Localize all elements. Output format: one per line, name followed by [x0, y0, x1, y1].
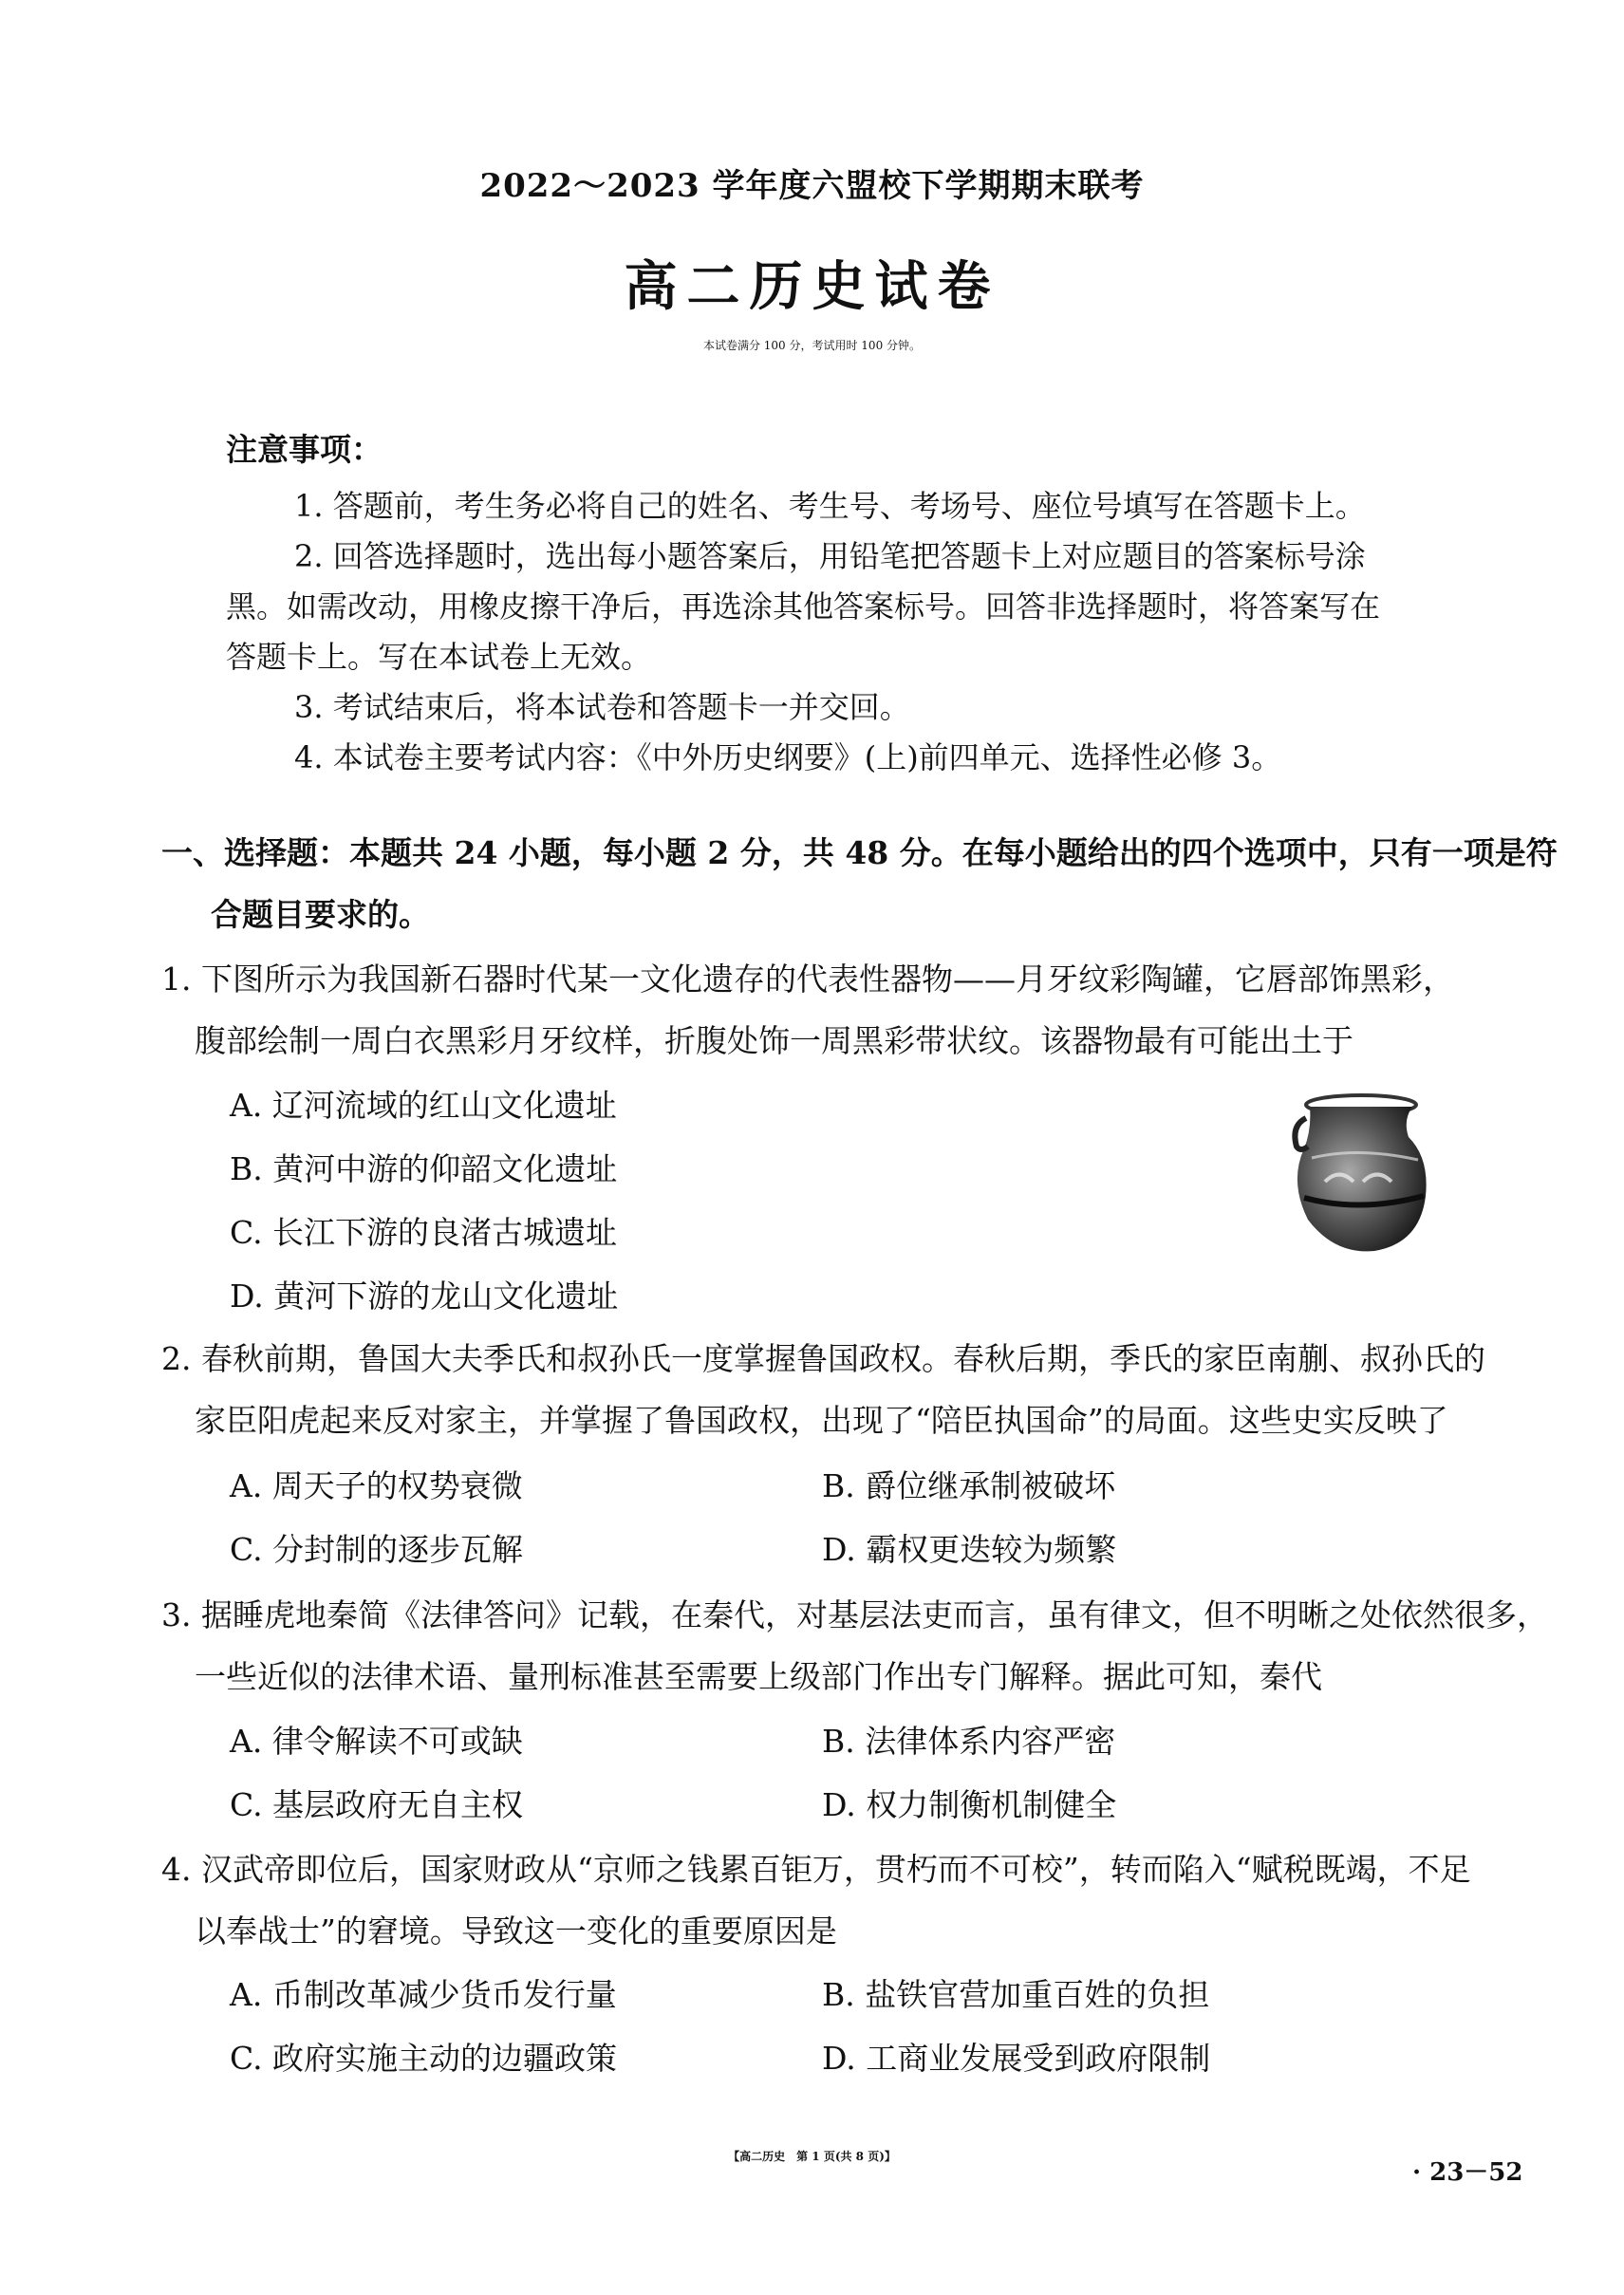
notice-line: 2. 回答选择题时，选出每小题答案后，用铅笔把答题卡上对应题目的答案标号涂 — [294, 538, 1366, 574]
question-1-stem: 1. 下图所示为我国新石器时代某一文化遗存的代表性器物——月牙纹彩陶罐，它唇部饰黑彩， — [161, 961, 1454, 998]
question-3-option-d: D. 权力制衡机制健全 — [822, 1786, 1117, 1823]
question-4-option-a: A. 币制改革减少货币发行量 — [230, 1976, 617, 2013]
notice-line: 3. 考试结束后，将本试卷和答题卡一并交回。 — [294, 689, 910, 725]
question-4-option-c: C. 政府实施主动的边疆政策 — [230, 2040, 618, 2077]
notice-line: 1. 答题前，考生务必将自己的姓名、考生号、考场号、座位号填写在答题卡上。 — [294, 488, 1366, 524]
question-2-stem-cont: 家臣阳虎起来反对家主，并掌握了鲁国政权，出现了“陪臣执国命”的局面。这些史实反映了 — [195, 1402, 1448, 1439]
notice-heading: 注意事项： — [226, 431, 383, 468]
paper-code: · 23－52 — [1412, 2158, 1523, 2187]
notice-line: 黑。如需改动，用橡皮擦干净后，再选涂其他答案标号。回答非选择题时，将答案写在 — [226, 588, 1381, 625]
question-1-option-a: A. 辽河流域的红山文化遗址 — [230, 1087, 617, 1124]
question-3-stem: 3. 据睡虎地秦简《法律答问》记载，在秦代，对基层法吏而言，虽有律文，但不明晰之处依然很多， — [161, 1596, 1548, 1633]
question-1-option-b: B. 黄河中游的仰韶文化遗址 — [230, 1150, 618, 1187]
question-2-option-a: A. 周天子的权势衰微 — [230, 1467, 523, 1504]
question-1-option-d: D. 黄河下游的龙山文化遗址 — [230, 1278, 619, 1315]
question-2-option-b: B. 爵位继承制被破坏 — [822, 1467, 1116, 1504]
question-1-option-c: C. 长江下游的良渚古城遗址 — [230, 1214, 618, 1251]
question-2-stem: 2. 春秋前期，鲁国大夫季氏和叔孙氏一度掌握鲁国政权。春秋后期，季氏的家臣南蒯、叔孙氏的 — [161, 1340, 1485, 1377]
question-4-option-d: D. 工商业发展受到政府限制 — [822, 2040, 1211, 2077]
exam-title: 高二历史试卷 — [624, 255, 1000, 318]
notice-line: 答题卡上。写在本试卷上无效。 — [226, 639, 652, 675]
question-4-stem-cont: 以奉战士”的窘境。导致这一变化的重要原因是 — [195, 1912, 837, 1950]
section-heading-cont: 合题目要求的。 — [211, 896, 430, 933]
question-2-option-d: D. 霸权更迭较为频繁 — [822, 1531, 1117, 1568]
question-4-stem: 4. 汉武帝即位后，国家财政从“京师之钱累百钜万，贯朽而不可校”，转而陷入“赋税既竭，不足 — [161, 1851, 1471, 1888]
question-3-option-c: C. 基层政府无自主权 — [230, 1786, 524, 1823]
question-4-option-b: B. 盐铁官营加重百姓的负担 — [822, 1976, 1210, 2013]
question-3-option-b: B. 法律体系内容严密 — [822, 1723, 1116, 1760]
exam-title-line1: 2022～2023 学年度六盟校下学期期末联考 — [479, 167, 1145, 205]
exam-subtitle: 本试卷满分 100 分，考试用时 100 分钟。 — [702, 339, 922, 352]
painted-pottery-jar-image — [1287, 1092, 1429, 1258]
page-footer: 【高二历史 第 1 页(共 8 页)】 — [728, 2150, 896, 2163]
question-1-stem-cont: 腹部绘制一周白衣黑彩月牙纹样，折腹处饰一周黑彩带状纹。该器物最有可能出土于 — [195, 1022, 1353, 1059]
section-heading: 一、选择题：本题共 24 小题，每小题 2 分，共 48 分。在每小题给出的四个选项中，只有一项是符 — [161, 834, 1558, 871]
notice-line: 4. 本试卷主要考试内容：《中外历史纲要》(上)前四单元、选择性必修 3。 — [294, 739, 1282, 775]
question-3-stem-cont: 一些近似的法律术语、量刑标准甚至需要上级部门作出专门解释。据此可知，秦代 — [195, 1658, 1322, 1695]
question-2-option-c: C. 分封制的逐步瓦解 — [230, 1531, 524, 1568]
question-3-option-a: A. 律令解读不可或缺 — [230, 1723, 523, 1760]
